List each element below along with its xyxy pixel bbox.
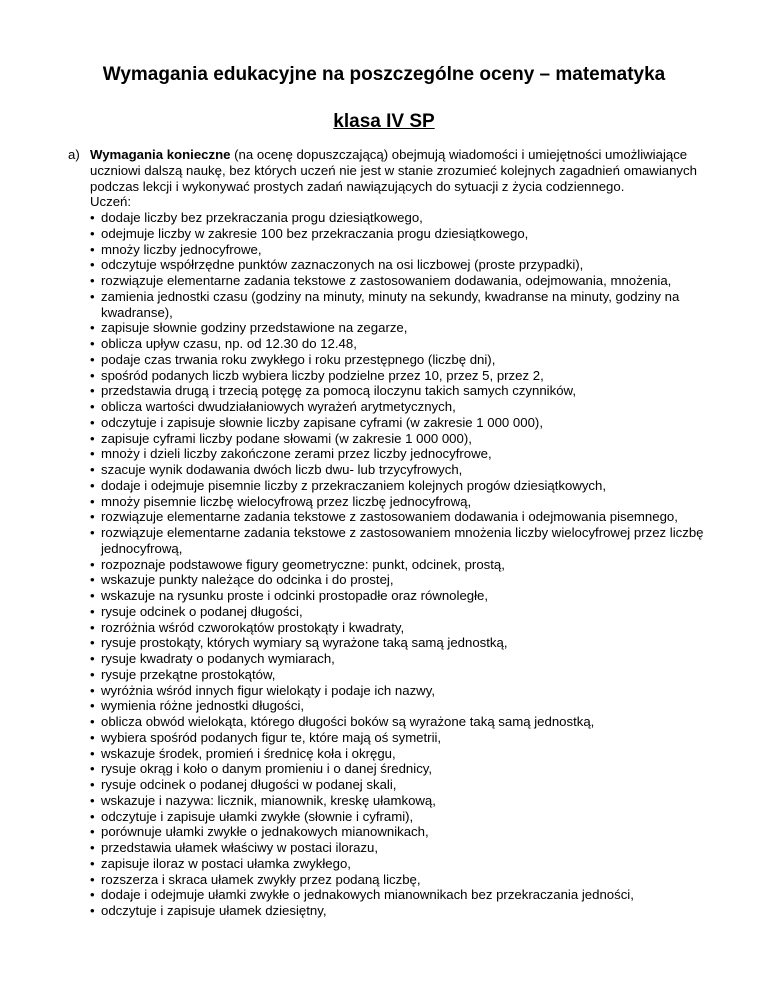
section-a [68,147,728,919]
list-item-text: zapisuje słownie godziny przedstawione na zegarze, [101,320,408,336]
list-item-text: zapisuje iloraz w postaci ułamka zwykłego, [101,855,351,871]
list-item-text: rozszerza i skraca ułamek zwykły przez podaną liczbę, [101,871,421,887]
list-item [90,273,728,289]
list-item [90,494,728,510]
list-item [90,620,728,636]
list-item-text: szacuje wynik dodawania dwóch liczb dwu- lub trzycyfrowych, [101,462,463,477]
list-item [90,683,728,699]
bullet-icon: • [90,603,95,619]
list-item-text: rozpoznaje podstawowe figury geometryczne: punkt, odcinek, prostą, [101,556,505,572]
list-item [90,651,728,667]
list-item [90,320,728,336]
list-item [90,336,728,352]
list-item-text: wskazuje środek, promień i średnicę koła i okręgu, [101,745,396,761]
bullet-icon: • [90,855,95,871]
bullet-icon: • [90,367,95,383]
bullet-icon: • [90,619,95,635]
list-item [90,257,728,273]
list-item [90,289,728,321]
list-item [90,793,728,809]
list-item-text: odczytuje współrzędne punktów zaznaczonych na osi liczbowej (proste przypadki), [101,257,584,273]
bullet-icon: • [90,477,95,493]
bullet-icon: • [90,509,95,525]
section-heading: Wymagania konieczne [90,147,231,162]
list-item-text: rozróżnia wśród czworokątów prostokąty i kwadraty, [101,619,405,635]
list-item-text: odczytuje i zapisuje ułamki zwykłe (słownie i cyframi), [101,808,414,824]
list-item-text: dodaje liczby bez przekraczania progu dziesiątkowego, [101,210,423,225]
list-item [90,383,728,399]
bullet-icon: • [90,651,95,666]
bullet-icon: • [90,777,95,792]
document-subtitle: klasa IV SP [333,111,435,132]
list-item [90,714,728,730]
bullet-icon: • [90,462,95,477]
bullet-icon: • [90,745,95,761]
bullet-icon: • [90,572,95,588]
bullet-icon: • [90,383,95,399]
bullet-icon: • [90,399,95,414]
list-item [90,572,728,588]
list-item-text: zapisuje cyframi liczby podane słowami (w zakresie 1 000 000), [101,430,472,446]
list-item [90,352,728,368]
student-label: Uczeń: [90,194,132,210]
list-item-text: rozwiązuje elementarne zadania tekstowe z zastosowaniem dodawania, odejmowania, mnożenia, [101,273,672,288]
list-item [90,557,728,573]
list-item-text: zamienia jednostki czasu (godziny na minuty, minuty na sekundy, kwadranse na minuty, godziny na kwadranse), [101,288,680,320]
list-item [90,761,728,777]
bullet-icon: • [90,556,95,572]
list-item [90,226,728,242]
bullet-icon: • [90,493,95,509]
list-item-text: wskazuje na rysunku proste i odcinki prostopadłe oraz równoległe, [101,588,489,603]
list-item-text: mnoży liczby jednocyfrowe, [101,241,262,257]
list-item [90,903,728,919]
list-item [90,588,728,604]
list-item-text: podaje czas trwania roku zwykłego i roku przestępnego (liczbę dni), [101,351,496,367]
list-item [90,698,728,714]
bullet-icon: • [90,288,95,304]
list-item [90,635,728,651]
list-item [90,415,728,431]
list-item-text: odejmuje liczby w zakresie 100 bez przekraczania progu dziesiątkowego, [101,225,529,241]
list-item-text: przedstawia drugą i trzecią potęgę za pomocą iloczynu takich samych czynników, [101,383,576,399]
bullet-icon: • [90,666,95,682]
list-item [90,478,728,494]
list-item-text: mnoży i dzieli liczby zakończone zerami przez liczby jednocyfrowe, [101,446,492,462]
list-item [90,667,728,683]
bullet-icon: • [90,840,95,855]
bullet-icon: • [90,257,95,273]
list-item-text: rysuje odcinek o podanej długości, [101,603,303,619]
list-item-text: dodaje i odejmuje ułamki zwykłe o jednakowych mianownikach bez przekraczania jedności, [101,887,634,903]
list-item-text: odczytuje i zapisuje słownie liczby zapisane cyframi (w zakresie 1 000 000), [101,414,543,430]
list-item-text: przedstawia ułamek właściwy w postaci ilorazu, [101,840,379,855]
bullet-icon: • [90,635,95,651]
bullet-icon: • [90,588,95,603]
list-item [90,446,728,462]
bullet-icon: • [90,714,95,729]
list-item [90,809,728,825]
list-item [90,746,728,762]
list-item-text: porównuje ułamki zwykłe o jednakowych mianownikach, [101,824,429,840]
bullet-icon: • [90,525,95,540]
list-item-text: rysuje okrąg i koło o danym promieniu i o danej średnicy, [101,761,433,777]
bullet-icon: • [90,887,95,903]
list-item-text: wskazuje i nazywa: licznik, mianownik, kreskę ułamkową, [101,792,436,808]
list-item-text: wymienia różne jednostki długości, [101,698,305,714]
list-item-text: rysuje prostokąty, których wymiary są wyrażone taką samą jednostką, [101,635,508,651]
bullet-icon: • [90,903,95,918]
document-title: Wymagania edukacyjne na poszczególne oceny – matematyka [102,64,666,85]
list-item [90,856,728,872]
list-item-text: odczytuje i zapisuje ułamek dziesiętny, [101,903,327,918]
bullet-icon: • [90,761,95,777]
list-item-text: oblicza obwód wielokąta, którego długości boków są wyrażone taką samą jednostką, [101,714,595,729]
bullet-icon: • [90,336,95,351]
list-item-text: oblicza upływ czasu, np. od 12.30 do 12.48, [101,336,357,351]
list-item-text: oblicza wartości dwudziałaniowych wyrażeń arytmetycznych, [101,399,456,414]
list-item-text: wskazuje punkty należące do odcinka i do prostej, [101,572,394,588]
list-item [90,509,728,525]
list-item [90,887,728,903]
list-item [90,242,728,258]
list-item [90,872,728,888]
list-item-text: rozwiązuje elementarne zadania tekstowe z zastosowaniem mnożenia liczby wielocyfrowej przez liczbę jednocyfrową, [101,525,704,556]
bullet-icon: • [90,792,95,808]
list-item-text: mnoży pisemnie liczbę wielocyfrową przez liczbę jednocyfrową, [101,493,472,509]
bullet-icon: • [90,808,95,824]
bullet-icon: • [90,729,95,745]
bullet-icon: • [90,273,95,288]
list-item [90,431,728,447]
bullet-icon: • [90,241,95,257]
bullet-icon: • [90,698,95,714]
list-item [90,730,728,746]
list-item [90,399,728,415]
list-item-text: rysuje kwadraty o podanych wymiarach, [101,651,335,666]
bullet-icon: • [90,446,95,462]
bullet-icon: • [90,871,95,887]
bullet-icon: • [90,824,95,840]
list-item [90,462,728,478]
list-item-text: rozwiązuje elementarne zadania tekstowe z zastosowaniem dodawania i odejmowania pisemnego, [101,509,678,525]
bullet-icon: • [90,414,95,430]
bullet-icon: • [90,225,95,241]
bullet-icon: • [90,682,95,698]
bullet-icon: • [90,210,95,225]
list-item-text: spośród podanych liczb wybiera liczby podzielne przez 10, przez 5, przez 2, [101,367,544,383]
list-item [90,525,728,557]
list-item [90,777,728,793]
requirements-list [68,210,728,919]
list-item [90,604,728,620]
list-item-text: rysuje odcinek o podanej długości w podanej skali, [101,777,397,792]
section-marker: a) [68,147,80,162]
list-item [90,824,728,840]
list-item [90,210,728,226]
section-intro-text: (na ocenę dopuszczającą) obejmują wiadomości i umiejętności umożliwiające uczniowi dalszą naukę, bez których uczeń nie jest w stanie zrozumieć kolejnych zagadnień omawianych podczas lekcji i wykonywać prostych zadań nawiązujących do sytuacji z życia codziennego. [90,147,697,194]
list-item-text: wyróżnia wśród innych figur wielokąty i podaje ich nazwy, [101,682,435,698]
list-item [90,368,728,384]
section-intro [68,147,728,194]
list-item-text: rysuje przekątne prostokątów, [101,666,276,682]
list-item-text: wybiera spośród podanych figur te, które mają oś symetrii, [101,729,442,745]
bullet-icon: • [90,320,95,336]
list-item-text: dodaje i odejmuje pisemnie liczby z przekraczaniem kolejnych progów dziesiątkowych, [101,477,607,493]
list-item [90,840,728,856]
bullet-icon: • [90,351,95,367]
bullet-icon: • [90,430,95,446]
